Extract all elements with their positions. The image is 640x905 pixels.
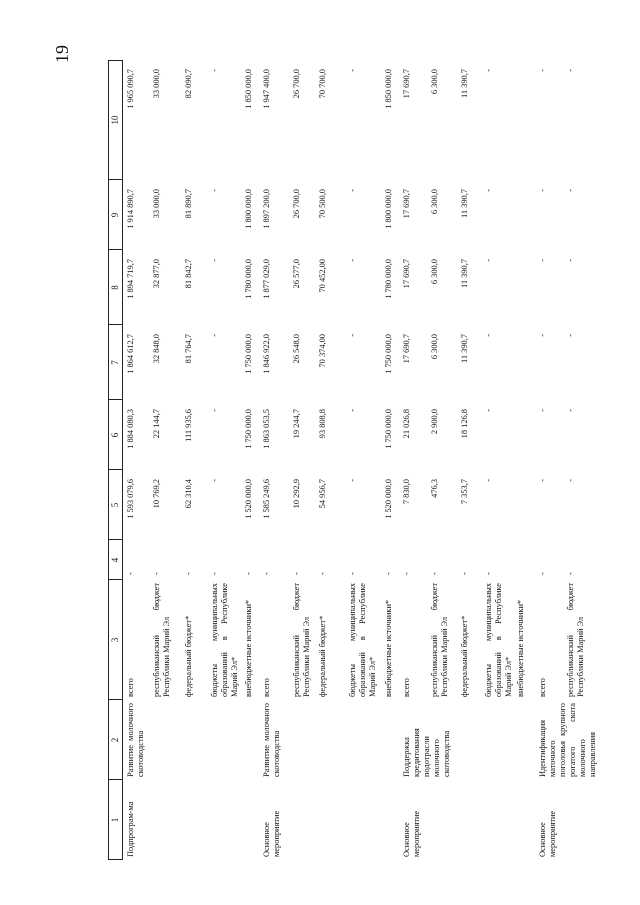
header-cell-9: 9 [110, 212, 120, 218]
cell-r12-c5: 7 353,7 [460, 479, 469, 505]
cell-r2-c6: 111 935,6 [184, 409, 193, 442]
cell-r4-c3: внебюджетные источники* [244, 599, 253, 697]
cell-r13-c7: - [484, 334, 493, 337]
cell-r8-c7: - [348, 334, 357, 337]
cell-r10-c2: Поддержка кредитования подотрасли молочного скотоводства [402, 728, 451, 777]
cell-r9-c10: 1 850 000,0 [384, 69, 393, 109]
cell-r15-c9: - [538, 189, 547, 192]
header-cell-2: 2 [110, 737, 120, 743]
cell-r8-c8: - [348, 259, 357, 262]
cell-r6-c4: - [292, 572, 301, 575]
cell-r7-c5: 54 956,7 [318, 479, 327, 509]
cell-r9-c4: - [384, 572, 393, 575]
cell-r1-c7: 32 848,0 [152, 334, 161, 364]
cell-r3-c3: бюджеты муниципальных образований в Республике Марий Эл* [210, 583, 239, 697]
cell-r16-c10: - [566, 69, 575, 72]
cell-r9-c5: 1 520 000,0 [384, 479, 393, 519]
cell-r16-c8: - [566, 259, 575, 262]
cell-r5-c8: 1 877 029,0 [262, 259, 271, 299]
cell-r16-c9: - [566, 189, 575, 192]
cell-r1-c9: 33 000,0 [152, 189, 161, 219]
cell-r5-c10: 1 947 400,0 [262, 69, 271, 109]
cell-r6-c7: 26 548,0 [292, 334, 301, 364]
cell-r8-c9: - [348, 189, 357, 192]
cell-r9-c3: внебюджетные источники* [384, 599, 393, 697]
cell-r11-c4: - [430, 572, 439, 575]
cell-r7-c8: 70 452,00 [318, 259, 327, 293]
cell-r11-c10: 6 300,0 [430, 69, 439, 95]
cell-r7-c3: федеральный бюджет* [318, 615, 327, 697]
cell-r3-c9: - [210, 189, 219, 192]
cell-r10-c1: Основное мероприятие [402, 810, 421, 857]
cell-r1-c8: 32 877,0 [152, 259, 161, 289]
cell-r7-c9: 70 500,0 [318, 189, 327, 219]
cell-r15-c8: - [538, 259, 547, 262]
cell-r10-c4: - [402, 572, 411, 575]
cell-r7-c10: 70 700,0 [318, 69, 327, 99]
header-cell-1: 1 [110, 817, 120, 823]
cell-r15-c1: Основное мероприятие [538, 810, 557, 857]
cell-r13-c6: - [484, 409, 493, 412]
cell-r10-c5: 7 830,0 [402, 479, 411, 505]
cell-r12-c7: 11 390,7 [460, 334, 469, 364]
cell-r2-c8: 81 842,7 [184, 259, 193, 289]
cell-r5-c3: всего [262, 678, 271, 697]
cell-r15-c2: Идентификация маточного поголовья крупного рогатого скота молочного направления [538, 703, 597, 777]
cell-r0-c10: 1 965 090,7 [126, 69, 135, 109]
cell-r5-c5: 1 585 249,6 [262, 479, 271, 519]
cell-r0-c1: Подпрограм-ма [126, 801, 135, 857]
cell-r0-c2: Развитие молочного скотоводства [126, 703, 145, 777]
cell-r4-c7: 1 750 000,0 [244, 334, 253, 374]
header-cell-7: 7 [110, 360, 120, 365]
cell-r11-c8: 6 300,0 [430, 259, 439, 285]
cell-r12-c8: 11 390,7 [460, 259, 469, 289]
cell-r7-c4: - [318, 572, 327, 575]
cell-r0-c3: всего [126, 678, 135, 697]
cell-r8-c10: - [348, 69, 357, 72]
cell-r15-c4: - [538, 572, 547, 575]
cell-r0-c6: 1 884 080,3 [126, 409, 135, 449]
cell-r15-c6: - [538, 409, 547, 412]
cell-r4-c4: - [244, 572, 253, 575]
cell-r5-c1: Основное мероприятие [262, 810, 281, 857]
cell-r3-c6: - [210, 409, 219, 412]
cell-r15-c10: - [538, 69, 547, 72]
cell-r12-c3: федеральный бюджет* [460, 615, 469, 697]
cell-r8-c6: - [348, 409, 357, 412]
cell-r10-c6: 21 026,8 [402, 409, 411, 439]
cell-r16-c7: - [566, 334, 575, 337]
cell-r13-c3: бюджеты муниципальных образований в Республике Марий Эл* [484, 583, 513, 697]
cell-r3-c8: - [210, 259, 219, 262]
cell-r1-c6: 22 144,7 [152, 409, 161, 439]
cell-r10-c9: 17 690,7 [402, 189, 411, 219]
cell-r6-c6: 19 244,7 [292, 409, 301, 439]
header-cell-3: 3 [110, 637, 120, 643]
table-top-border [108, 60, 109, 860]
cell-r8-c3: бюджеты муниципальных образований в Республике Марий Эл* [348, 583, 377, 697]
cell-r2-c10: 82 090,7 [184, 69, 193, 99]
cell-r12-c4: - [460, 572, 469, 575]
cell-r15-c7: - [538, 334, 547, 337]
cell-r13-c10: - [484, 69, 493, 72]
cell-r0-c4: - [126, 572, 135, 575]
cell-r0-c9: 1 914 890,7 [126, 189, 135, 229]
cell-r0-c7: 1 864 612,7 [126, 334, 135, 374]
cell-r9-c6: 1 750 000,0 [384, 409, 393, 449]
cell-r12-c9: 11 390,7 [460, 189, 469, 219]
cell-r5-c9: 1 897 200,0 [262, 189, 271, 229]
cell-r5-c2: Развитие молочного скотоводства [262, 703, 281, 777]
cell-r1-c10: 33 000,0 [152, 69, 161, 99]
header-bottom-border [122, 60, 123, 860]
header-cell-6: 6 [110, 432, 120, 438]
cell-r3-c5: - [210, 479, 219, 482]
cell-r13-c5: - [484, 479, 493, 482]
cell-r5-c6: 1 863 053,5 [262, 409, 271, 449]
header-cell-10: 10 [110, 115, 120, 125]
cell-r2-c5: 62 310,4 [184, 479, 193, 509]
cell-r9-c7: 1 750 000,0 [384, 334, 393, 374]
header-cell-8: 8 [110, 285, 120, 290]
cell-r10-c10: 17 690,7 [402, 69, 411, 99]
cell-r16-c3: республиканский бюджет Республики Марий Эл [566, 583, 585, 697]
financing-table [108, 60, 628, 860]
cell-r3-c7: - [210, 334, 219, 337]
cell-r7-c6: 93 808,8 [318, 409, 327, 439]
cell-r4-c9: 1 800 000,0 [244, 189, 253, 229]
cell-r13-c8: - [484, 259, 493, 262]
cell-r4-c5: 1 520 000,0 [244, 479, 253, 519]
cell-r6-c8: 26 577,0 [292, 259, 301, 289]
cell-r16-c4: - [566, 572, 575, 575]
cell-r16-c5: - [566, 479, 575, 482]
cell-r11-c6: 2 900,0 [430, 409, 439, 435]
cell-r1-c4: - [152, 572, 161, 575]
cell-r4-c6: 1 750 000,0 [244, 409, 253, 449]
cell-r10-c8: 17 690,7 [402, 259, 411, 289]
cell-r0-c8: 1 894 719,7 [126, 259, 135, 299]
cell-r11-c9: 6 300,0 [430, 189, 439, 215]
cell-r11-c7: 6 300,0 [430, 334, 439, 360]
cell-r6-c3: республиканский бюджет Республики Марий Эл [292, 583, 311, 697]
cell-r12-c6: 18 126,8 [460, 409, 469, 439]
cell-r1-c3: республиканский бюджет Республики Марий Эл [152, 583, 171, 697]
cell-r16-c6: - [566, 409, 575, 412]
cell-r4-c8: 1 780 000,0 [244, 259, 253, 299]
cell-r3-c10: - [210, 69, 219, 72]
cell-r9-c8: 1 780 000,0 [384, 259, 393, 299]
cell-r10-c3: всего [402, 678, 411, 697]
cell-r5-c7: 1 846 922,0 [262, 334, 271, 374]
page-number: 19 [52, 45, 72, 63]
cell-r11-c5: 476,3 [430, 479, 439, 498]
cell-r6-c9: 26 700,0 [292, 189, 301, 219]
cell-r2-c7: 81 764,7 [184, 334, 193, 364]
cell-r12-c10: 11 390,7 [460, 69, 469, 99]
cell-r15-c3: всего [538, 678, 547, 697]
cell-r8-c4: - [348, 572, 357, 575]
header-cell-4: 4 [110, 557, 120, 563]
cell-r15-c5: - [538, 479, 547, 482]
header-cell-5: 5 [110, 502, 120, 508]
cell-r14-c3: внебюджетные источники* [516, 599, 525, 697]
cell-r0-c5: 1 593 079,6 [126, 479, 135, 519]
cell-r9-c9: 1 800 000,0 [384, 189, 393, 229]
cell-r2-c3: федеральный бюджет* [184, 615, 193, 697]
cell-r11-c3: республиканский бюджет Республики Марий Эл [430, 583, 449, 697]
cell-r5-c4: - [262, 572, 271, 575]
cell-r3-c4: - [210, 572, 219, 575]
cell-r4-c10: 1 850 000,0 [244, 69, 253, 109]
cell-r1-c5: 10 769,2 [152, 479, 161, 509]
cell-r2-c4: - [184, 572, 193, 575]
cell-r2-c9: 81 890,7 [184, 189, 193, 219]
cell-r6-c10: 26 700,0 [292, 69, 301, 99]
cell-r7-c7: 70 374,00 [318, 334, 327, 368]
cell-r10-c7: 17 690,7 [402, 334, 411, 364]
cell-r13-c4: - [484, 572, 493, 575]
cell-r6-c5: 10 292,9 [292, 479, 301, 509]
cell-r13-c9: - [484, 189, 493, 192]
cell-r8-c5: - [348, 479, 357, 482]
